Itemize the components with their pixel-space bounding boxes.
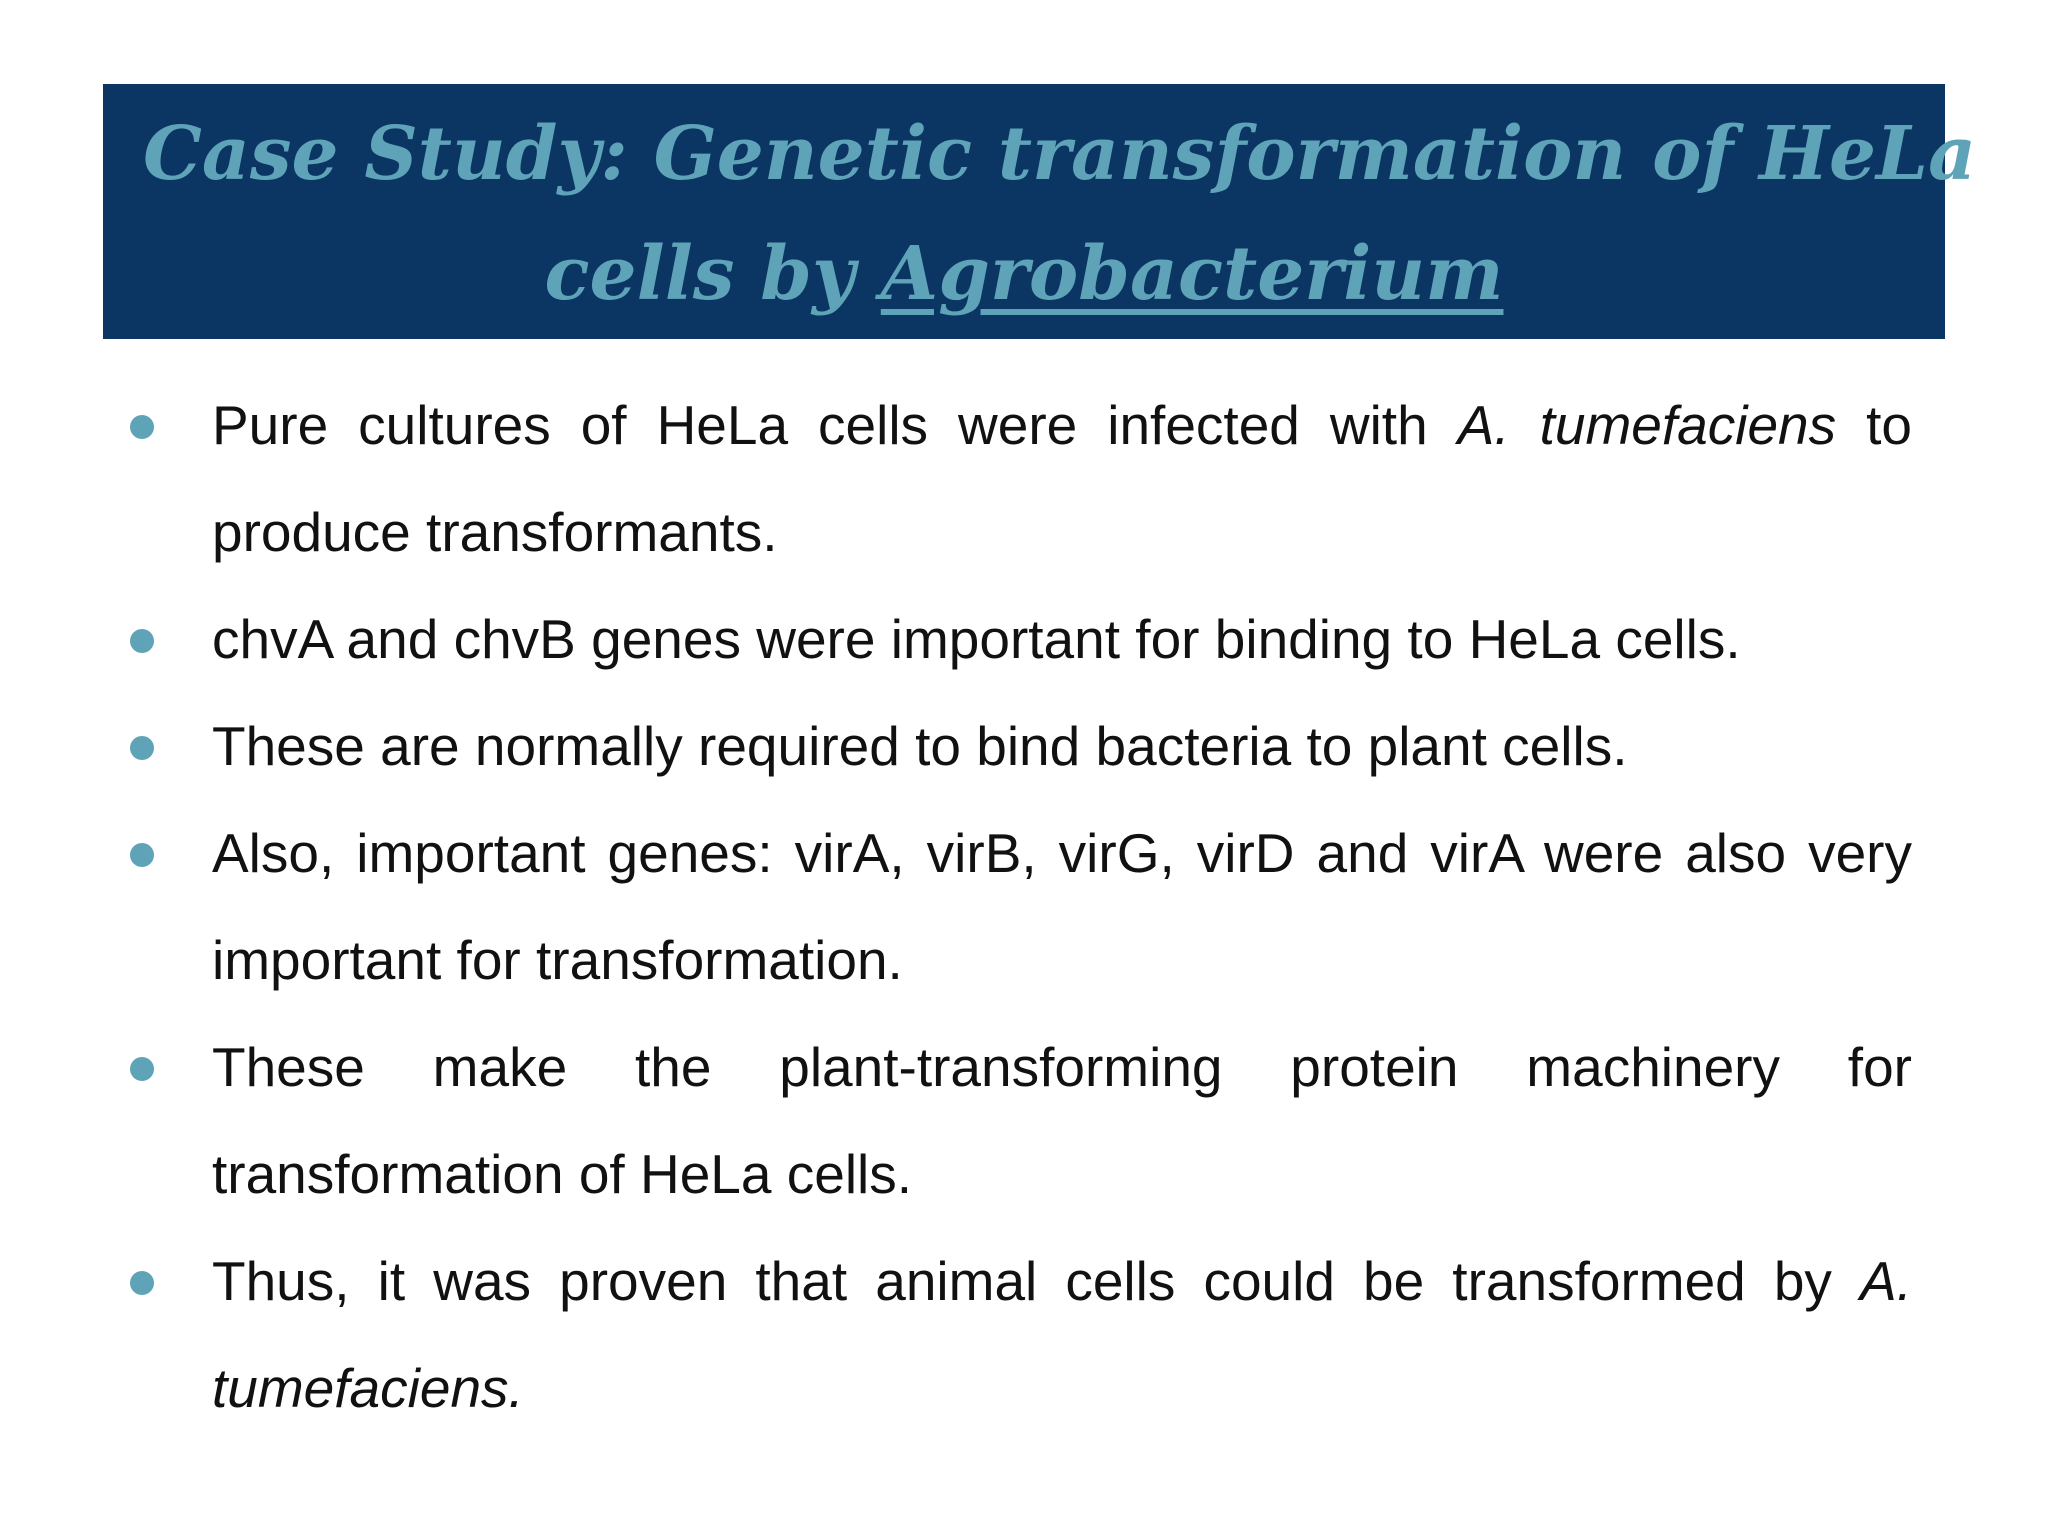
bullet-item	[120, 1014, 1912, 1228]
bullet-text: Also, important genes: virA, virB, virG, virD and virA were also very important for transformation.	[212, 822, 1912, 991]
bullet-list	[120, 372, 1912, 1442]
bullet-text: Pure cultures of HeLa cells were infected with	[212, 394, 1458, 456]
bullet-text: chvA and chvB genes were important for binding to HeLa cells.	[212, 608, 1741, 670]
bullet-item	[120, 586, 1912, 693]
bullet-dot-icon	[130, 415, 154, 439]
bullet-dot-icon	[130, 1271, 154, 1295]
bullet-dot-icon	[130, 736, 154, 760]
bullet-text-italic: A. tumefaciens.	[212, 1250, 1912, 1419]
slide-title-line-1: Case Study: Genetic transformation of HeLa	[143, 111, 1977, 197]
bullet-item	[120, 800, 1912, 1014]
bullet-text: Thus, it was proven that animal cells could be transformed by	[212, 1250, 1861, 1312]
bullet-text-italic: A. tumefaciens	[1457, 394, 1837, 456]
slide-title-underlined-word: Agrobacterium	[880, 231, 1504, 317]
title-band	[103, 84, 1977, 339]
bullet-dot-icon	[130, 1057, 154, 1081]
bullet-text: These are normally required to bind bacteria to plant cells.	[212, 715, 1628, 777]
bullet-text: These make the plant-transforming protein machinery for transformation of HeLa cells.	[212, 1036, 1912, 1205]
bullet-text: to produce transformants.	[212, 394, 1912, 563]
slide-title-prefix: cells by	[544, 231, 881, 317]
bullet-dot-icon	[130, 629, 154, 653]
slide-title-line-2	[143, 214, 1905, 334]
bullet-item	[120, 372, 1912, 586]
bullet-dot-icon	[130, 843, 154, 867]
bullet-item	[120, 693, 1912, 800]
bullet-item	[120, 1228, 1912, 1442]
